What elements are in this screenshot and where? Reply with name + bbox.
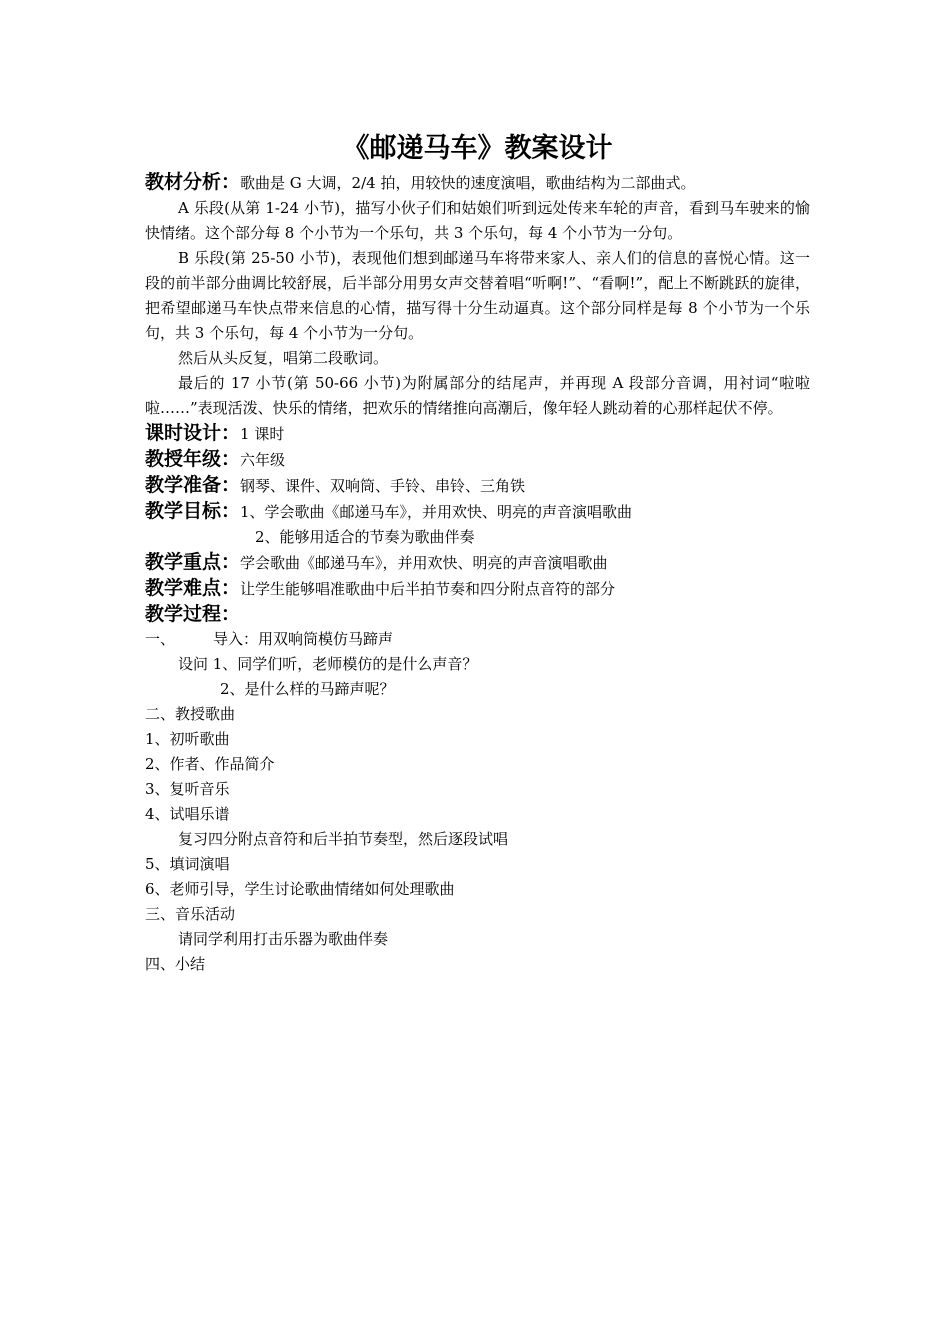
process-step-1-text: 导入：用双响筒模仿马蹄声 <box>213 630 394 648</box>
process-question-2: 2、是什么样的马蹄声呢？ <box>220 680 395 698</box>
process-step-2-item-1: 1、初听歌曲 <box>145 730 230 748</box>
key-point-row <box>145 550 810 576</box>
process-step-2-item-6: 6、老师引导，学生讨论歌曲情绪如何处理歌曲 <box>145 880 455 898</box>
prep-heading: 教学准备： <box>145 474 241 496</box>
lesson-time-heading: 课时设计： <box>145 422 241 444</box>
process-step-2-item-3: 3、复听音乐 <box>145 780 230 798</box>
process-heading: 教学过程： <box>145 603 241 625</box>
grade-value: 六年级 <box>240 451 286 469</box>
lesson-time-value: 1 课时 <box>240 425 285 443</box>
difficulty-heading: 教学难点： <box>145 577 241 599</box>
process-question-1: 设问 1、同学们听，老师模仿的是什么声音？ <box>178 655 478 673</box>
analysis-paragraph-coda: 最后的 17 小节(第 50-66 小节)为附属部分的结尾声，并再现 A 段部分音调，用衬词“啦啦啦……”表现活泼、快乐的情绪，把欢乐的情绪推向高潮后，像年轻人跳动着的心那样起伏不停。 <box>145 374 810 417</box>
analysis-paragraph-a: A 乐段(从第 1-24 小节)，描写小伙子们和姑娘们听到远处传来车轮的声音，看到马车驶来的愉快情绪。这个部分每 8 个小节为一个乐句，共 3 个乐句，每 4 个小节为一分句。 <box>145 199 810 242</box>
goals-heading: 教学目标： <box>145 500 241 522</box>
grade-heading: 教授年级： <box>145 448 241 470</box>
prep-value: 钢琴、课件、双响筒、手铃、串铃、三角铁 <box>240 477 526 495</box>
process-step-1 <box>145 627 810 652</box>
analysis-paragraph-repeat: 然后从头反复，唱第二段歌词。 <box>178 349 389 367</box>
goal-item-2: 2、能够用适合的节奏为歌曲伴奏 <box>255 528 475 546</box>
goals-row <box>145 499 810 525</box>
prep-row <box>145 473 810 499</box>
process-step-4: 四、小结 <box>145 955 206 973</box>
goal-item-1: 1、学会歌曲《邮递马车》，并用欢快、明亮的声音演唱歌曲 <box>240 503 633 521</box>
process-step-2-item-4-detail: 复习四分附点音符和后半拍节奏型，然后逐段试唱 <box>178 830 509 848</box>
analysis-section <box>145 170 810 196</box>
lesson-time-row <box>145 421 810 447</box>
process-heading-row <box>145 602 810 627</box>
process-step-2: 二、教授歌曲 <box>145 705 236 723</box>
document-page <box>145 130 810 977</box>
analysis-heading: 教材分析： <box>145 171 241 193</box>
process-step-2-item-2: 2、作者、作品简介 <box>145 755 275 773</box>
document-title: 《邮递马车》教案设计 <box>342 133 613 164</box>
process-step-3: 三、音乐活动 <box>145 905 236 923</box>
key-point-heading: 教学重点： <box>145 551 241 573</box>
grade-row <box>145 447 810 473</box>
key-point-value: 学会歌曲《邮递马车》，并用欢快、明亮的声音演唱歌曲 <box>240 554 608 572</box>
process-step-2-item-4: 4、试唱乐谱 <box>145 805 230 823</box>
process-step-2-item-5: 5、填词演唱 <box>145 855 230 873</box>
analysis-intro: 歌曲是 G 大调，2/4 拍，用较快的速度演唱，歌曲结构为二部曲式。 <box>240 174 696 192</box>
process-step-3-detail: 请同学利用打击乐器为歌曲伴奏 <box>178 930 389 948</box>
process-step-1-number: 一、 <box>145 630 176 648</box>
difficulty-row <box>145 576 810 602</box>
difficulty-value: 让学生能够唱准歌曲中后半拍节奏和四分附点音符的部分 <box>240 580 616 598</box>
analysis-paragraph-b: B 乐段(第 25-50 小节)，表现他们想到邮递马车将带来家人、亲人们的信息的喜悦心情。这一段的前半部分曲调比较舒展，后半部分用男女声交替着唱“听啊!”、“看啊!”，配上不断跳跃的旋律，把希望邮递马车快点带来信息的心情，描写得十分生动逼真。这个部分同样是每 8 个小节为一个乐句，共 3 个乐句，每 4 个小节为一分句。 <box>145 249 810 342</box>
